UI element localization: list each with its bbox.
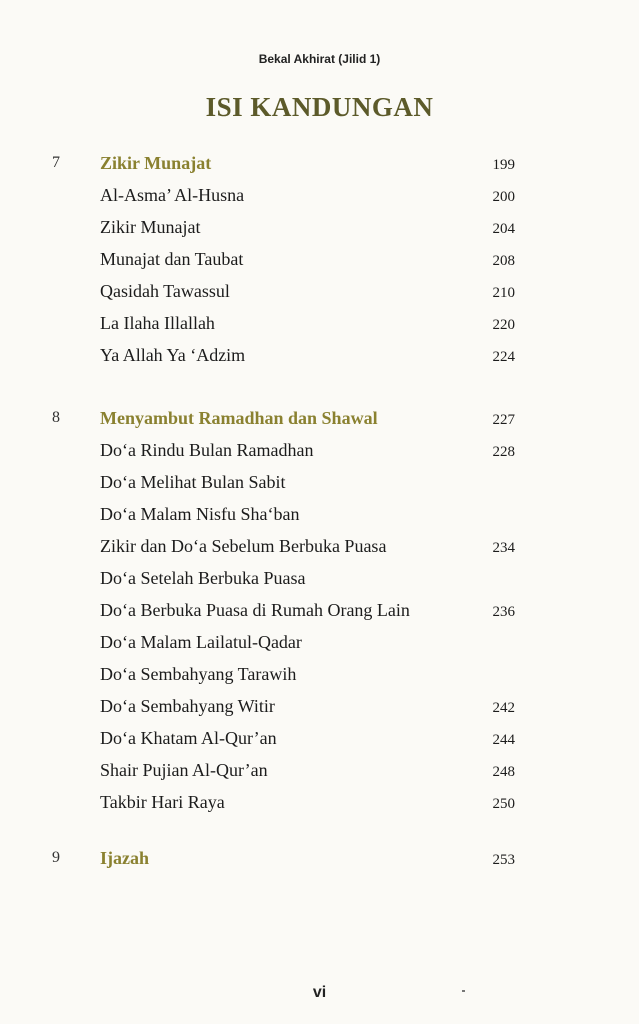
chapter-title: Menyambut Ramadhan dan Shawal [100,408,378,428]
entry-title: Zikir dan Do‘a Sebelum Berbuka Puasa [100,536,387,556]
entry-title: La Ilaha Illallah [100,313,215,333]
toc-entry [0,725,639,751]
chapter-number: 8 [52,409,60,426]
entry-page-number: 228 [492,444,515,460]
entry-page-number: 248 [492,764,515,780]
entry-title: Shair Pujian Al-Qur’an [100,760,268,780]
page-folio: vi [312,984,327,1001]
chapter-page-number: 253 [492,852,515,868]
chapter-page-number: 227 [492,412,515,428]
toc-entry [0,182,639,208]
entry-page-number: 250 [492,796,515,812]
entry-title: Ya Allah Ya ‘Adzim [100,345,246,365]
toc-entry [0,789,639,815]
running-head: Bekal Akhirat (Jilid 1) [258,52,381,66]
toc-entry [0,533,639,559]
entry-page-number: 208 [492,253,515,269]
chapter-entry [0,845,639,871]
toc-entry [0,661,639,687]
toc-entry [0,469,639,495]
page-title: ISI KANDUNGAN [205,92,434,122]
entry-title: Qasidah Tawassul [100,281,230,301]
entry-page-number: 224 [492,349,515,365]
entry-title: Do‘a Berbuka Puasa di Rumah Orang Lain [100,600,410,620]
toc-entry [0,214,639,240]
chapter-entry [0,150,639,176]
entry-title: Zikir Munajat [100,217,201,237]
chapter-number: 7 [52,154,60,171]
toc-entry [0,693,639,719]
chapter-page-number: 199 [492,157,515,173]
entry-title: Do‘a Sembahyang Tarawih [100,664,297,684]
entry-page-number: 204 [492,221,515,237]
entry-title: Do‘a Melihat Bulan Sabit [100,472,286,492]
entry-page-number: 234 [492,540,515,556]
toc-entry [0,629,639,655]
toc-entry [0,437,639,463]
entry-page-number: 236 [492,604,515,620]
entry-title: Do‘a Sembahyang Witir [100,696,275,716]
toc-entry [0,565,639,591]
entry-page-number: 210 [492,285,515,301]
entry-page-number: 242 [492,700,515,716]
entry-title: Takbir Hari Raya [100,792,225,812]
entry-title: Do‘a Malam Nisfu Sha‘ban [100,504,300,524]
chapter-number: 9 [52,849,60,866]
paper-speck [462,990,465,992]
toc-entry [0,757,639,783]
entry-title: Do‘a Rindu Bulan Ramadhan [100,440,314,460]
entry-title: Do‘a Malam Lailatul-Qadar [100,632,302,652]
entry-page-number: 200 [492,189,515,205]
toc-entry [0,310,639,336]
toc-entry [0,246,639,272]
chapter-title: Ijazah [100,848,149,868]
entry-title: Al-Asma’ Al-Husna [100,185,245,205]
entry-title: Munajat dan Taubat [100,249,244,269]
entry-page-number: 244 [492,732,515,748]
toc-entry [0,597,639,623]
entry-title: Do‘a Setelah Berbuka Puasa [100,568,306,588]
toc-entry [0,278,639,304]
toc-entry [0,501,639,527]
toc-entry [0,342,639,368]
entry-title: Do‘a Khatam Al-Qur’an [100,728,277,748]
chapter-entry [0,405,639,431]
chapter-title: Zikir Munajat [100,153,212,173]
entry-page-number: 220 [492,317,515,333]
